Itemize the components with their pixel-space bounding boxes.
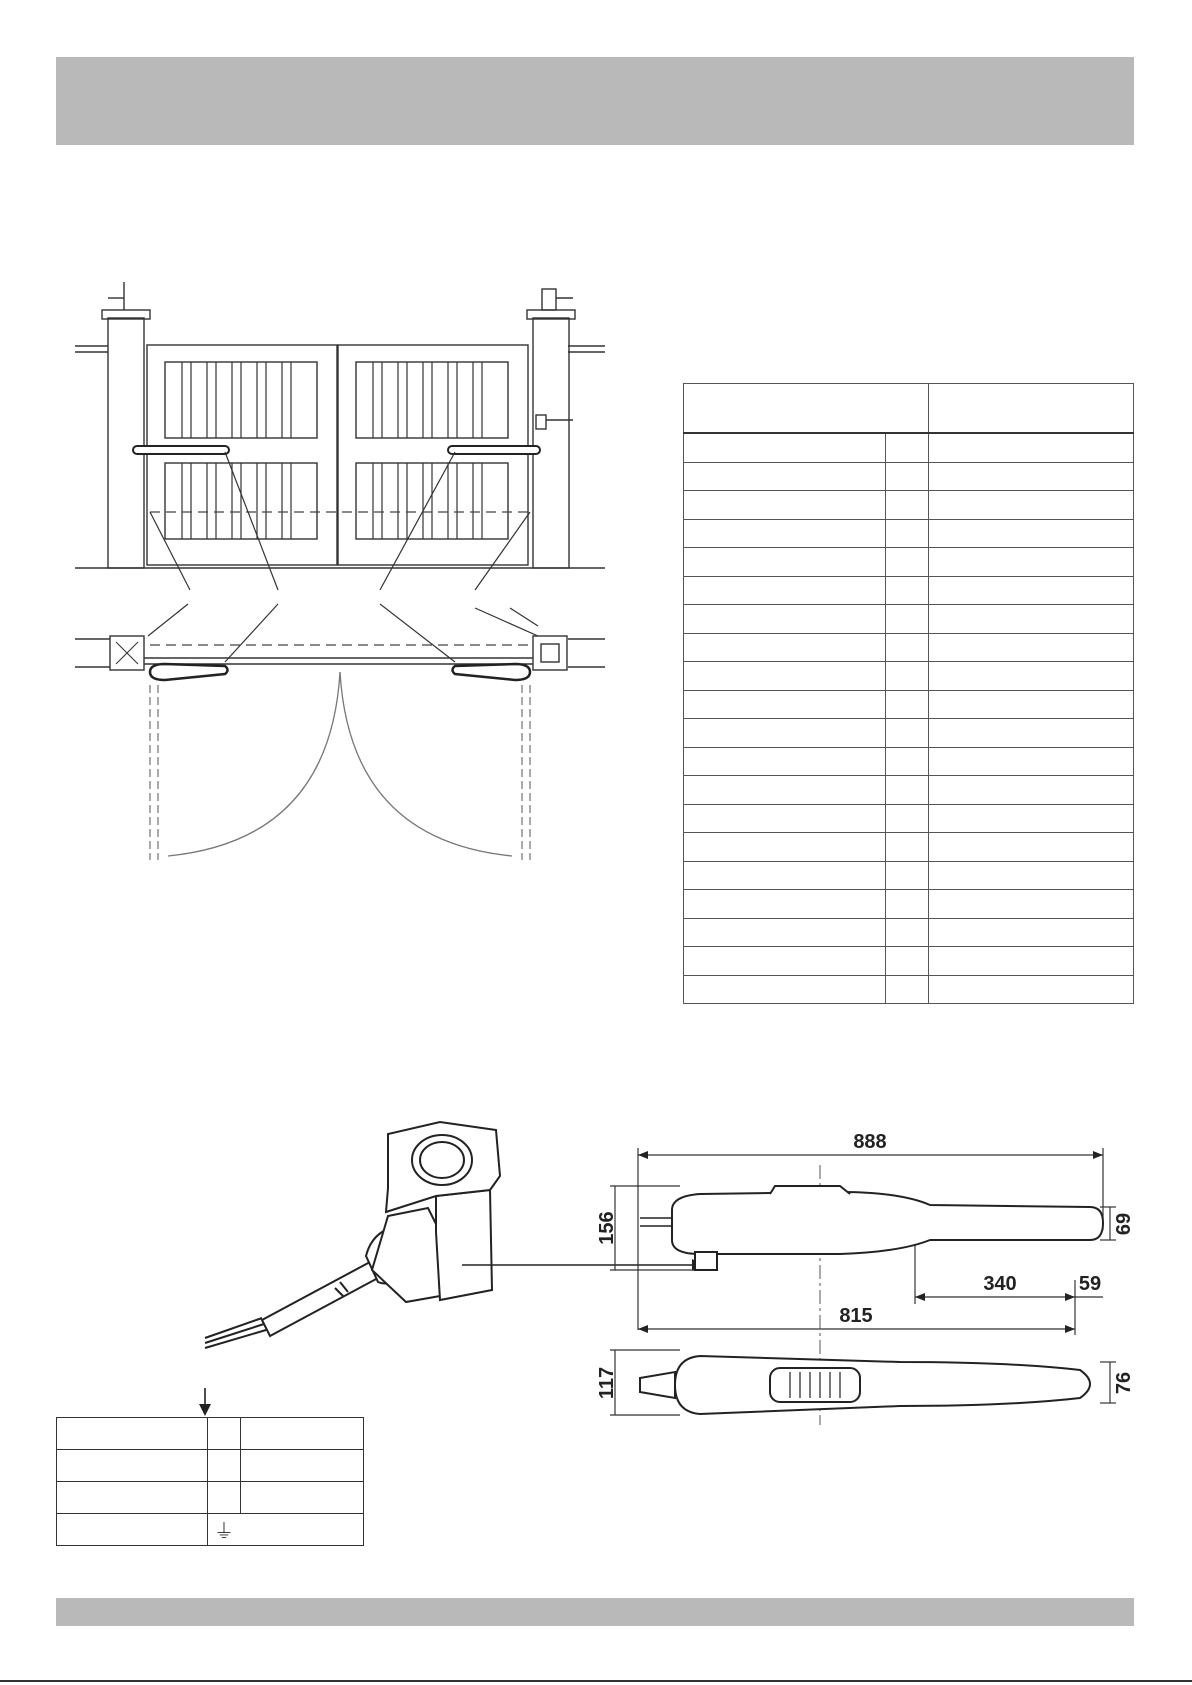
ground-icon: ⏚ bbox=[214, 1521, 234, 1543]
table-row bbox=[57, 1482, 364, 1514]
dim-top-width: 117 bbox=[596, 1366, 618, 1400]
table-row bbox=[57, 1418, 364, 1450]
bottom-rule bbox=[0, 1680, 1192, 1682]
wire-table bbox=[56, 1417, 364, 1546]
footer-band bbox=[56, 1598, 1134, 1626]
dim-side-height: 156 bbox=[596, 1211, 618, 1245]
table-row bbox=[57, 1514, 364, 1546]
dim-housing-length: 815 bbox=[839, 1305, 873, 1327]
dim-tip-offset: 59 bbox=[1078, 1273, 1102, 1295]
dim-tail-height: 69 bbox=[1113, 1212, 1135, 1236]
dim-tail-width: 76 bbox=[1113, 1371, 1135, 1395]
table-row bbox=[57, 1450, 364, 1482]
dim-stroke-section: 340 bbox=[983, 1273, 1017, 1295]
dim-overall-length: 888 bbox=[853, 1131, 887, 1153]
